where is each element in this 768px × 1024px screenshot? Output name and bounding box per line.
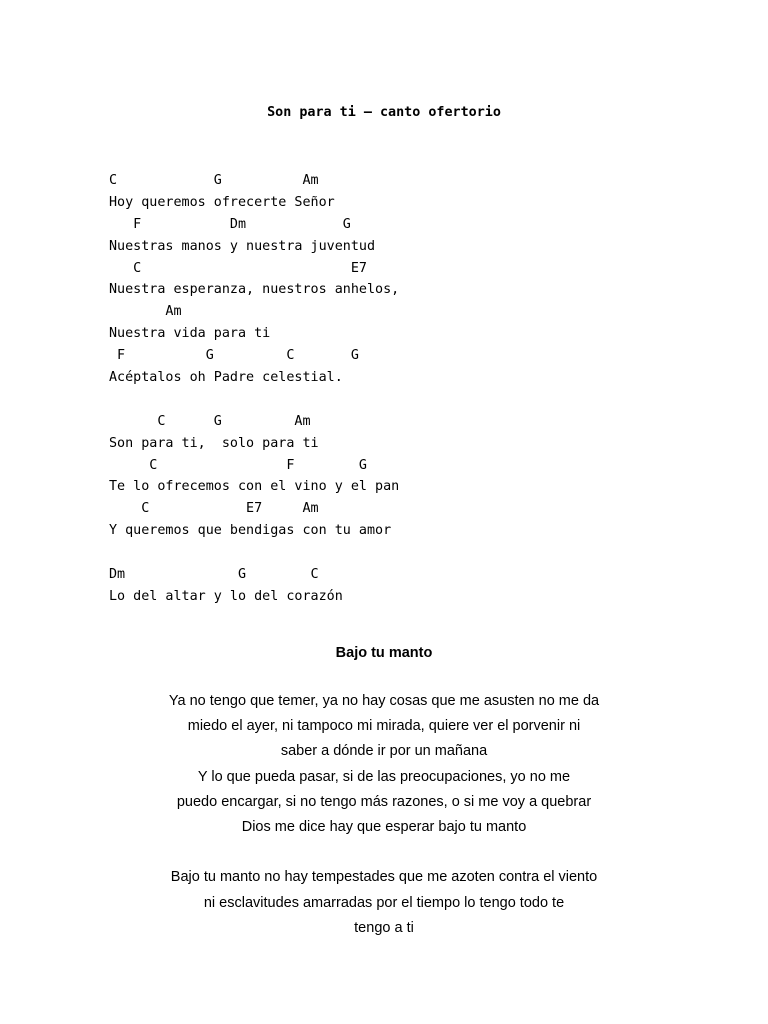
lyric-line: Te lo ofrecemos con el vino y el pan xyxy=(109,479,400,495)
lyric-line: Lo del altar y lo del corazón xyxy=(109,588,343,604)
chord-line: C E7 xyxy=(109,260,367,276)
blank-line xyxy=(109,542,399,564)
lyric-line: Acéptalos oh Padre celestial. xyxy=(109,370,343,386)
lyric-line: Y lo que pueda pasar, si de las preocupaciones, yo no me xyxy=(197,768,571,785)
chord-line: F G C G xyxy=(109,348,359,364)
chord-line: C G Am xyxy=(109,413,311,429)
chord-line: F Dm G xyxy=(109,216,351,232)
lyric-line: Bajo tu manto no hay tempestades que me azoten contra el viento xyxy=(170,869,598,886)
lyric-line: Dios me dice hay que esperar bajo tu manto xyxy=(241,818,527,835)
chord-line: Dm G C xyxy=(109,567,319,583)
chord-line: C F G xyxy=(109,457,367,473)
lyric-line: Nuestra esperanza, nuestros anhelos, xyxy=(109,282,400,298)
chord-line: Am xyxy=(109,304,182,320)
blank-line xyxy=(0,840,768,865)
lyric-line: saber a dónde ir por un mañana xyxy=(280,743,488,760)
lyric-line: miedo el ayer, ni tampoco mi mirada, quiere ver el porvenir ni xyxy=(187,718,581,735)
lyric-line: Nuestras manos y nuestra juventud xyxy=(109,238,376,254)
blank-line xyxy=(109,389,399,411)
song-title: Bajo tu manto xyxy=(335,645,433,661)
lyric-line: Ya no tengo que temer, ya no hay cosas que me asusten no me da xyxy=(168,693,600,709)
lyric-line: tengo a ti xyxy=(354,919,414,936)
lyric-line: ni esclavitudes amarradas por el tiempo lo tengo todo te xyxy=(203,894,565,911)
chord-line: C G Am xyxy=(109,173,319,188)
chord-sheet xyxy=(109,170,399,608)
lyric-line: Y queremos que bendigas con tu amor xyxy=(109,523,392,539)
lyric-line: Son para ti, solo para ti xyxy=(109,435,319,451)
lyric-line: puedo encargar, si no tengo más razones, o si me voy a quebrar xyxy=(176,793,592,810)
lyrics-block xyxy=(0,689,768,941)
lyric-line: Hoy queremos ofrecerte Señor xyxy=(109,194,335,210)
chord-line: C E7 Am xyxy=(109,501,319,517)
lyric-line: Nuestra vida para ti xyxy=(109,326,271,342)
song-title: Son para ti – canto ofertorio xyxy=(267,105,501,120)
